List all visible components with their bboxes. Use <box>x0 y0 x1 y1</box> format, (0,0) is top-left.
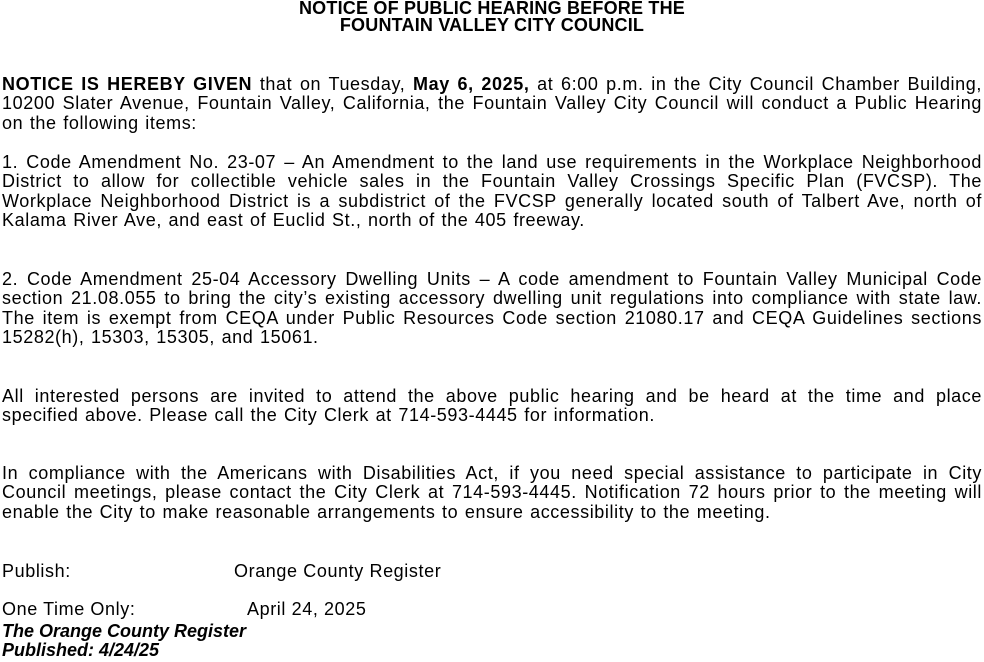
one-time-value: April 24, 2025 <box>247 599 367 619</box>
publish-value: Orange County Register <box>234 561 442 581</box>
item-1-paragraph: 1. Code Amendment No. 23-07 – An Amendment to the land use requirements in the Workplace Neighborhood District to allow for collectible vehicle sales in the Fountain Valley Crossings Specific Plan (FVCSP). The Workplace Neighborhood District is a subdistrict of the FVCSP generally located south of Talbert Ave, north of Kalama River Ave, and east of Euclid St., north of the 405 freeway. <box>2 152 982 230</box>
notice-title <box>0 0 984 34</box>
intro-lead: NOTICE IS HEREBY GIVEN <box>2 74 253 94</box>
item-2-paragraph: 2. Code Amendment 25-04 Accessory Dwelling Units – A code amendment to Fountain Valley Municipal Code section 21.08.055 to bring the city’s existing accessory dwelling unit regulations into compliance with state law. The item is exempt from CEQA under Public Resources Code section 21080.17 and CEQA Guidelines sections 15282(h), 15303, 15305, and 15061. <box>2 269 982 347</box>
ada-paragraph: In compliance with the Americans with Disabilities Act, if you need special assistance to participate in City Council meetings, please contact the City Clerk at 714-593-4445. Notification 72 hours prior to the meeting will enable the City to make reasonable arrangements to ensure accessibility to the meeting. <box>2 463 982 522</box>
title-line-1: NOTICE OF PUBLIC HEARING BEFORE THE <box>298 0 685 18</box>
intro-text-b: at 6:00 p.m. in the City Council Chamber Building, 10200 Slater Avenue, Fountain Valley, California, the Fountain Valley City Council will conduct a Public Hearing on the following items: <box>2 74 982 133</box>
footer-publication: The Orange County Register <box>2 621 247 641</box>
publish-row <box>2 561 602 583</box>
publish-label: Publish: <box>2 561 71 581</box>
footer-published-date: Published: 4/24/25 <box>2 640 160 660</box>
one-time-label: One Time Only: <box>2 599 136 619</box>
intro-text-a: that on Tuesday, <box>252 74 414 94</box>
invitation-paragraph: All interested persons are invited to attend the above public hearing and be heard at the time and place specified above. Please call the City Clerk at 714-593-4445 for information. <box>2 386 982 426</box>
title-line-2: FOUNTAIN VALLEY CITY COUNCIL <box>339 15 645 35</box>
one-time-row <box>2 599 602 621</box>
intro-paragraph <box>2 75 982 133</box>
hearing-date: May 6, 2025, <box>413 74 530 94</box>
